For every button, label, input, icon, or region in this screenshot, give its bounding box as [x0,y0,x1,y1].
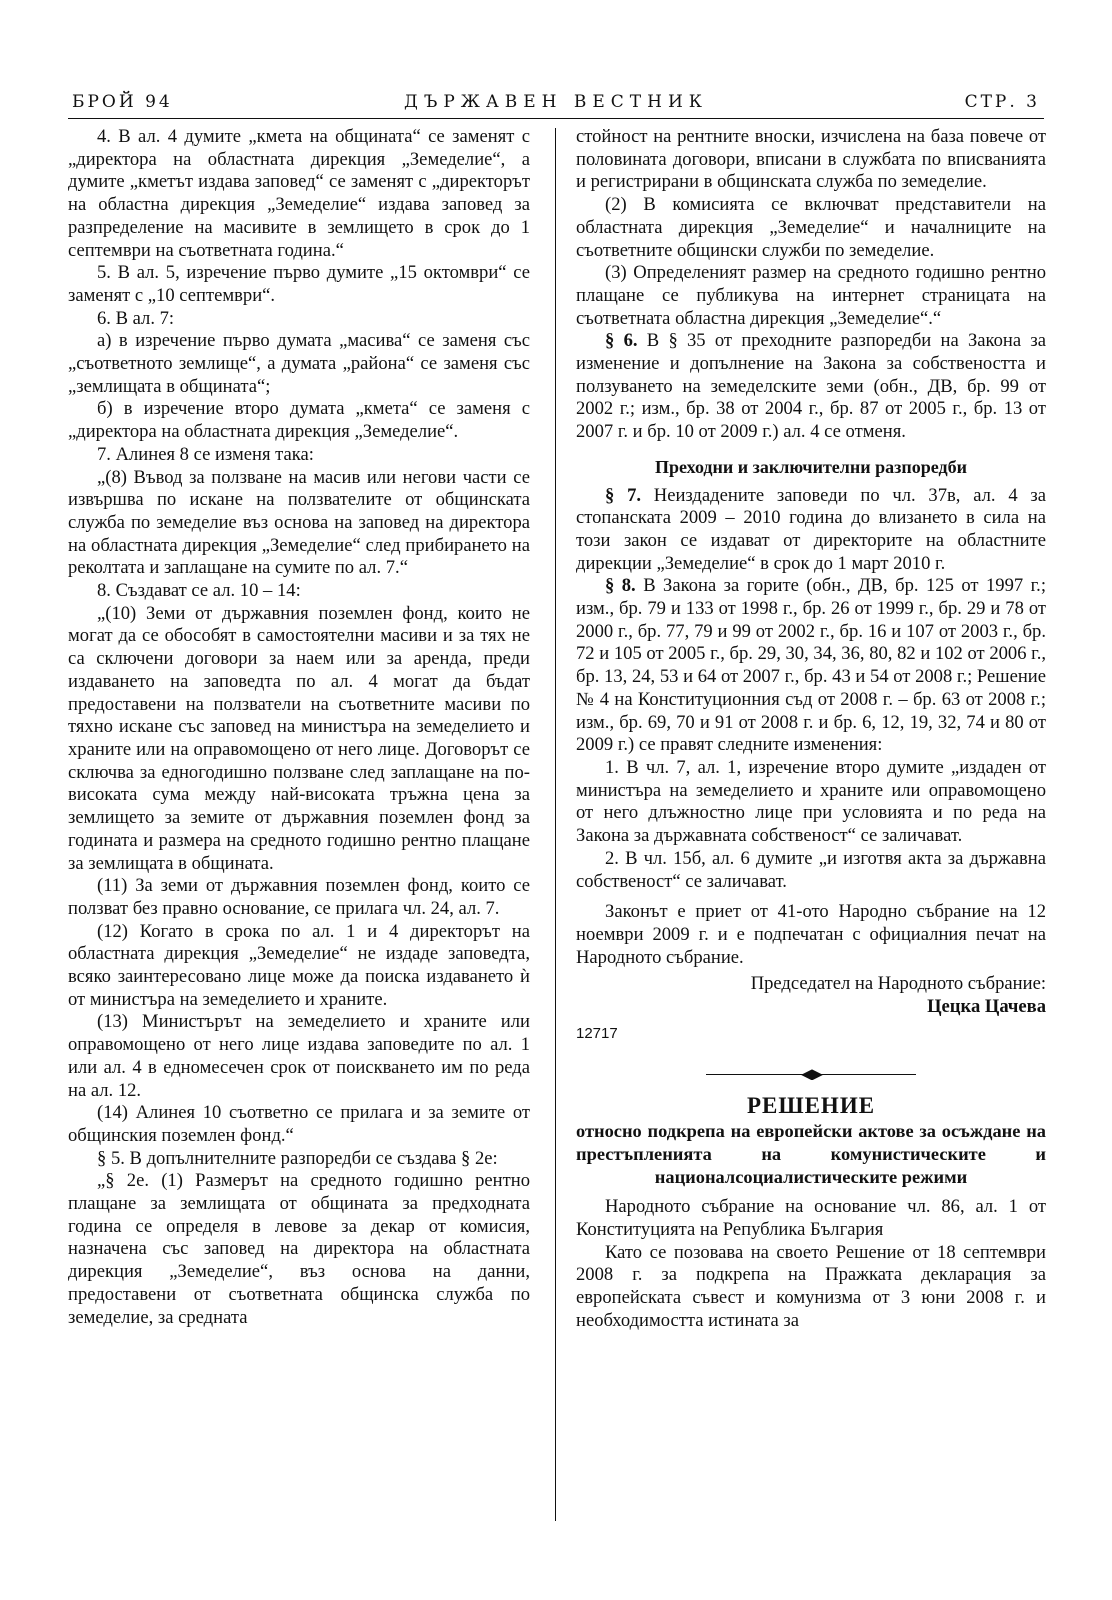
issue-label: БРОЙ 94 [72,92,173,112]
paragraph: 8. Създават се ал. 10 – 14: [97,580,301,602]
adoption-note: Законът е приет от 41-ото Народно събрание на 12 ноември 2009 г. и е подпечатан с официалния печат на Народното събрание. [576,901,1046,968]
paragraph-section-8 [576,575,1046,757]
section-mark: § 6. [605,330,638,352]
header-rule [68,118,1044,119]
paragraph: (2) В комисията се включват представители на областната дирекция „Земеделие“ и началниците на съответните общински служби по земеделие. [576,194,1046,261]
paragraph: „(10) Земи от държавния поземлен фонд, които не могат да се обособят в самостоятелни масиви и за тях не са сключени договори за наем или за аренда, преди издаването на заповедта по ал. 4 могат да бъдат предоставени на ползватели на съответните масиви по тяхно искане със заповед на министъра на земеделието и храните или на оправомощено от него лице. Договорът се сключва за едногодишно ползване след заплащане на по-високата сума между най-високата тръжна цена за землището за земите от държавния поземлен фонд за годината и размера на средното годишно рентно плащане за землищата в общината. [68,602,530,874]
paragraph: 2. В чл. 15б, ал. 6 думите „и изготвя акта за държавна собственост“ се заличават. [576,847,1046,892]
issue-number: 12717 [576,1024,618,1042]
paragraph: 1. В чл. 7, ал. 1, изречение второ думите „издаден от министъра на земеделието и храните или оправомощено от него длъжностно лице при условията и по реда на Закона за държавната собственост“ се заличават. [576,756,1046,847]
section-mark: § 8. [605,575,636,597]
paragraph-section-7 [576,485,1046,576]
section-heading: Преходни и заключителни разпоредби [655,456,967,477]
paragraph: Народното събрание на основание чл. 86, ал. 1 от Конституцията на Република България [576,1196,1046,1240]
ornament-diamond-icon [801,1069,823,1080]
paragraph: 4. В ал. 4 думите „кмета на общината“ се заменят с „директора на областната дирекция „Земеделие“, а думите „кметът издава заповед“ се заменят с „директорът на областна дирекция „Земеделие“ издава заповед за разпределение на масивите в землището в срок до 1 септември на съответната година.“ [68,126,530,261]
publication-title: ДЪРЖАВЕН ВЕСТНИК [404,92,708,112]
page-header [68,88,1044,116]
decision-subtitle: относно подкрепа на европейски актове за осъждане на престъпленията на комунистическите и националсоциалистическите режими [576,1121,1046,1187]
paragraph: „(8) Въвод за ползване на масив или негови части се извършва по искане на ползвателите от общинската служба по земеделие въз основа на заповед на директора на областната дирекция „Земеделие“ след прибирането на реколтата и заплащане на сумите по ал. 7.“ [68,466,530,579]
column-divider [555,128,556,1521]
paragraph: б) в изречение второ думата „кмета“ се заменя с „директора на областната дирекция „Земеделие“. [68,398,530,443]
right-column [576,126,1046,1332]
section-mark: § 7. [605,484,642,506]
paragraph: „§ 2е. (1) Размерът на средното годишно рентно плащане за землищата от общината за предходната година се определя в левове за декар от комисия, назначена със заповед на директора на областната дирекция „Земеделие“, въз основа на данни, предоставени от съответната общинска служба по земеделие, за средната [68,1170,530,1328]
paragraph: (11) За земи от държавния поземлен фонд, които се ползват без правно основание, се прилага чл. 24, ал. 7. [68,875,530,919]
paragraph: Като се позовава на своето Решение от 18 септември 2008 г. за подкрепа на Пражката декларация за европейската съвест и комунизма от 3 юни 2008 г. и необходимостта истината за [576,1241,1046,1331]
paragraph: 6. В ал. 7: [97,307,175,329]
signature-name: Цецка Цачева [927,996,1046,1018]
paragraph: стойност на рентните вноски, изчислена на база повече от половината договори, вписани в службата по вписванията и регистрирани в общинската служба по земеделие. [576,126,1046,193]
paragraph: (12) Когато в срока по ал. 1 и 4 директорът на областната дирекция „Земеделие“ не издаде заповедта, всяко заинтересовано лице може да поиска издаването ѝ от министъра на земеделието и храните. [68,920,530,1010]
paragraph: а) в изречение първо думата „масива“ се заменя със „съответното землище“, а думата „района“ се заменя със „землищата в общината“; [68,330,530,397]
section-ornament [576,1063,1046,1087]
section-text: Неиздадените заповеди по чл. 37в, ал. 4 за стопанската 2009 – 2010 година до влизането в сила на този закон се издават от директорите на областните дирекции „Земеделие“ в срок до 1 март 2010 г. [576,484,1047,574]
left-column [68,126,530,1329]
paragraph: (3) Определеният размер на средното годишно рентно плащане се публикува на интернет страницата на съответната областна дирекция „Земеделие“.“ [576,262,1046,329]
paragraph: § 5. В допълнителните разпоредби се създава § 2е: [97,1147,498,1169]
paragraph: (13) Министърът на земеделието и храните или оправомощено от него лице издава заповедите по ал. 1 или ал. 4 в едномесечен срок от поискването им по реда на ал. 12. [68,1011,530,1101]
paragraph: (14) Алинея 10 съответно се прилага и за земите от общинския поземлен фонд.“ [68,1102,530,1146]
signature-label: Председател на Народното събрание: [750,973,1046,995]
section-text: В Закона за горите (обн., ДВ, бр. 125 от 1997 г.; изм., бр. 79 и 133 от 1998 г., бр. 26 от 1999 г., бр. 29 и 78 от 2000 г., бр. 77, 79 и 99 от 2002 г., бр. 16 и 107 от 2003 г., бр. 72 и 105 от 2005 г., бр. 29, 30, 34, 36, 80, 82 и 102 от 2006 г., бр. 13, 24, 53 и 64 от 2007 г., бр. 43 и 54 от 2008 г.; Решение № 4 на Конституционния съд от 2008 г. – бр. 63 от 2008 г.; изм., бр. 69, 70 и 91 от 2008 г. и бр. 6, 12, 19, 32, 74 и 80 от 2009 г.) се правят следните изменения: [576,575,1046,756]
page-number: СТР. 3 [964,92,1040,112]
paragraph-section-6 [576,330,1046,444]
decision-title: РЕШЕНИЕ [746,1093,876,1119]
paragraph: 7. Алинея 8 се изменя така: [97,443,314,465]
paragraph: 5. В ал. 5, изречение първо думите „15 октомври“ се заменят с „10 септември“. [68,262,530,306]
section-text: В § 35 от преходните разпоредби на Закона за изменение и допълнение на Закона за собствеността и ползуването на земеделските земи (обн., ДВ, бр. 99 от 2002 г.; изм., бр. 38 от 2004 г., бр. 87 от 2005 г., бр. 13 от 2007 г. и бр. 10 от 2009 г.) ал. 4 се отменя. [576,330,1046,443]
